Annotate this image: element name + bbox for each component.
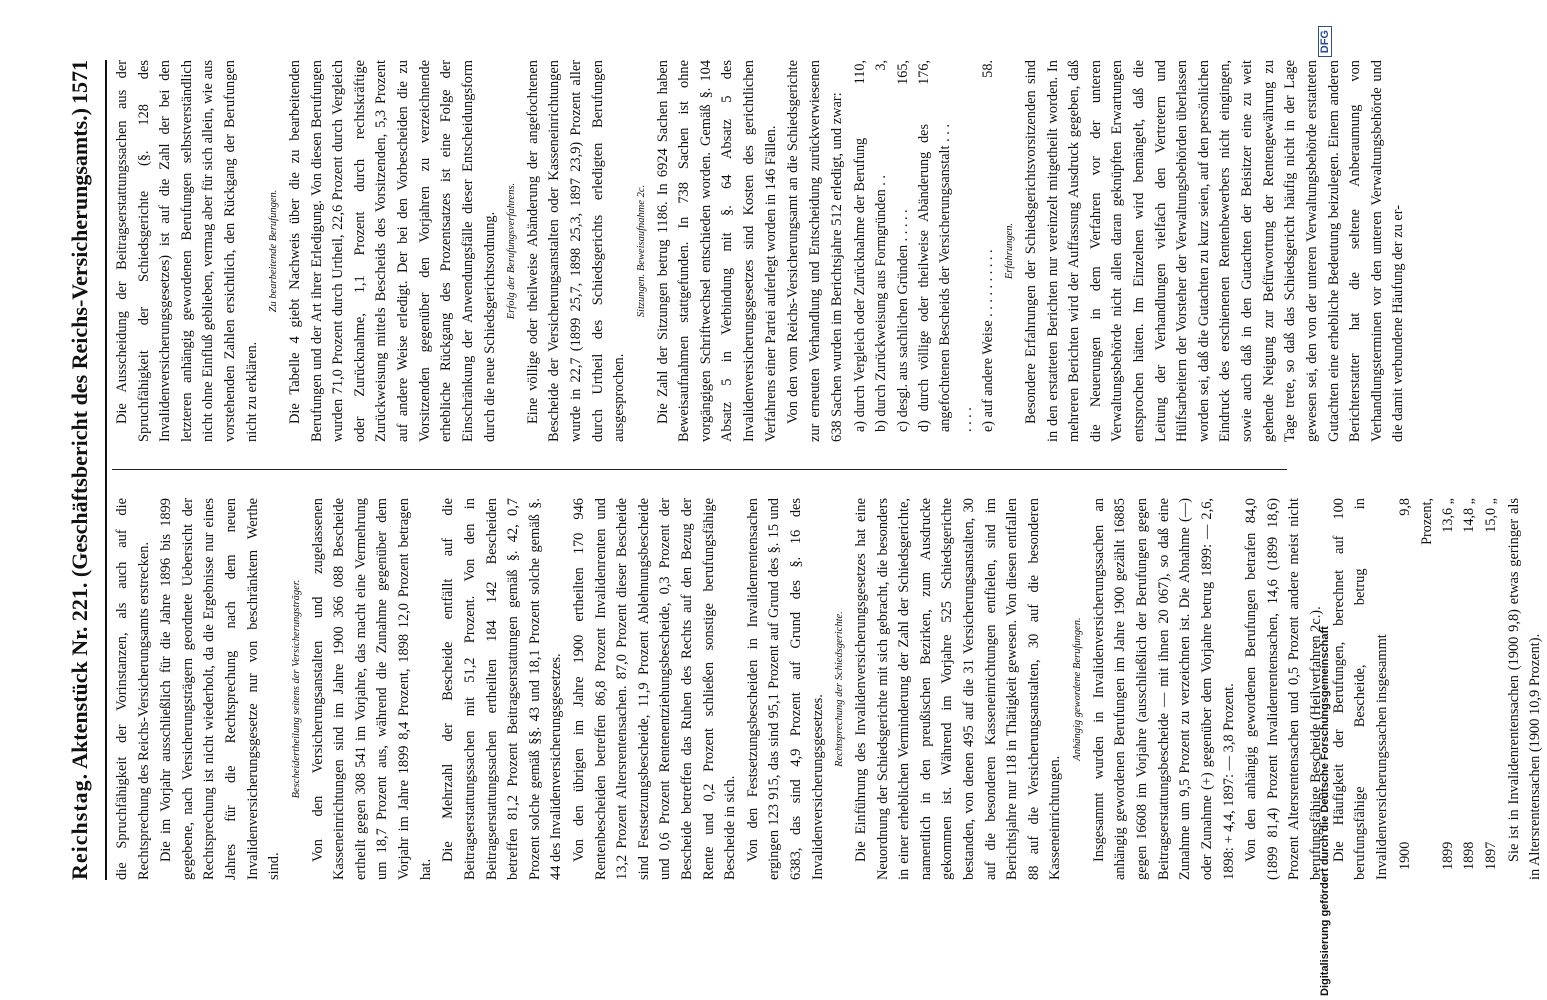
stats-row — [1459, 498, 1480, 870]
paragraph: Die Ausscheidung der Beitragserstattungssachen aus der Spruchfähigkeit der Schiedsgerichte (§. 128 des Invalidenversicherungsgesetzes) ist auf die Zahl der bei den letzteren anhängig gewordenen Berufungen selbstverständlich nicht ohne Einfluß geblieben, vermag aber für sich allein, wie aus vorstehenden Zahlen ersichtlich, den Rückgang der Berufungen nicht zu erklären. — [114, 60, 260, 442]
section-heading: Rechtsprechung der Schiedsgerichte. — [834, 611, 846, 767]
list-item-label: c) desgl. aus sachlichen Gründen . . . . . — [894, 209, 911, 432]
paragraph: Die im Vorjahr ausschließlich für die Jahre 1896 bis 1899 gegebene, nach Versicherungsträgern geordnete Uebersicht der Rechtsprechung ist nicht wiederholt, da die Ergebnisse nur eines Jahres für die Rechtsprechung nach dem neuen Invalidenversicherungsgesetze nur von beschränktem Werthe sind. — [158, 498, 283, 880]
stats-value: 15,0 „ — [1482, 498, 1499, 533]
page-header — [55, 60, 107, 880]
list-item-value: 176, — [916, 60, 933, 85]
digitization-note — [1310, 6, 1340, 996]
paragraph: Insgesammt wurden in Invalidenversicherungssachen an anhängig gewordenen Berufungen im Jahre 1900 gezählt 16885 gegen 16608 im Vorjahre (ausschließlich der Berufungen gegen Beitragserstattungsbescheide — mit ihnen 20 067), so daß eine Zunahme um 9,5 Prozent zu verzeichnen ist. Die Abnahme (—) oder Zunahme (+) gegenüber dem Vorjahre betrug 1899: — 2,6, 1898: + 4,4, 1897: — 3,8 Prozent. — [1090, 498, 1237, 880]
paragraph: Von den übrigen im Jahre 1900 ertheilten 170 946 Rentenbescheiden betreffen 86,8 Prozent Invalidenrenten und 13,2 Prozent Altersrentensachen. 87,0 Prozent dieser Bescheide sind Festsetzungsbescheide, 11,9 Prozent Ablehnungsbescheide und 0,6 Prozent Rentenentziehungsbescheide, 0,3 Prozent der Bescheide betreffen das Ruhen des Rechts auf den Bezug der Rente und 0,2 Prozent schließen sonstige berufungsfähige Bescheide in sich. — [570, 498, 739, 880]
list-item — [914, 60, 978, 432]
header-left: Reichstag. — [67, 772, 92, 880]
list-item — [871, 60, 892, 432]
paragraph: Von den Versicherungsanstalten und zugelassenen Kasseneinrichtungen sind im Jahre 1900 366 088 Bescheide ertheilt gegen 308 541 im Vorjahre, das macht eine Vermehrung um 18,7 Prozent aus, während die Zunahme gegenüber dem Vorjahr im Jahre 1899 8,4 Prozent, 1898 12,0 Prozent betragen hat. — [309, 498, 434, 880]
list-item — [850, 60, 871, 432]
digitization-text: Digitalisierung gefördert durch die Deutsche Forschungsgemeinschaft — [1319, 626, 1331, 996]
stats-value: 9,8 Prozent, — [1397, 498, 1435, 545]
section-heading: Bescheidertheilung seitens der Versicherungsträger. — [290, 579, 302, 799]
stats-year: 1898 — [1461, 841, 1478, 870]
paragraph: Von den Festsetzungsbescheiden in Invalidenrentensachen ergingen 123 915, das sind 95,1 Prozent auf Grund des §. 15 und 6383, das sind 4,9 Prozent auf Grund des §. 16 des Invalidenversicherungsgesetzes. — [744, 498, 826, 880]
list-item-value: 110, — [852, 60, 869, 85]
right-column — [112, 60, 1407, 442]
paragraph: Von den vom Reichs-Versicherungsamt an die Schiedsgerichte zur erneuten Verhandlung und Entscheidung zurückverwiesenen 638 Sachen wurden im Berichtsjahre 512 erledigt, und zwar: — [785, 60, 845, 442]
list-item-value: 58. — [979, 60, 996, 78]
dfg-logo: DFG — [1318, 26, 1332, 57]
stats-row — [1438, 498, 1459, 870]
header-title: Aktenstück Nr. 221. (Geschäftsbericht des Reichs-Versicherungsamts.) — [67, 108, 92, 769]
section-heading: Erfahrungen. — [1004, 222, 1016, 280]
list-item — [978, 60, 999, 432]
stats-row — [1395, 498, 1438, 870]
paragraph: Die Tabelle 4 giebt Nachweis über die zu bearbeitenden Berufungen und der Art ihrer Erledigung. Von diesen Berufungen wurden 71,0 Prozent durch Urtheil, 22,6 Prozent durch Vergleich oder Zurücknahme, 1,1 Prozent durch rechtskräftige Zurückweisung mittels Bescheids des Vorsitzenden, 5,3 Prozent auf andere Weise erledigt. Der bei den Vorbescheiden die zu Vorsitzenden gegenüber den Vorjahren zu verzeichnende erhebliche Rückgang des Prozentsatzes ist eine Folge der Einschränkung der Anwendungsfälle dieser Entscheidungsform durch die neue Schiedsgerichtsordnung. — [287, 60, 498, 442]
paragraph: die Spruchfähigkeit der Vorinstanzen, als auch auf die Rechtsprechung des Reichs-Versicherungsamts erstrecken. — [114, 498, 152, 880]
list-item-label: a) durch Vergleich oder Zurücknahme der Berufung — [852, 137, 869, 432]
stats-year: 1899 — [1439, 841, 1456, 870]
stats-year: 1897 — [1482, 841, 1499, 870]
paragraph: Die Zahl der Sitzungen betrug 1186. In 6924 Sachen haben Beweisaufnahmen stattgefunden. In 738 Sachen ist ohne vorgängigen Schriftwechsel entschieden worden. Gemäß §. 104 Absatz 5 in Verbindung mit §. 64 Absatz 5 des Invalidenversicherungsgesetzes sind Kosten des gerichtlichen Verfahrens einer Partei auferlegt worden in 146 Fällen. — [654, 60, 779, 442]
section-heading: Erfolg der Berufungsverfahrens. — [506, 182, 518, 320]
list-item — [893, 60, 914, 432]
list-item-label: e) auf andere Weise . . . . . . . . . . — [979, 249, 996, 432]
paragraph: Die Einführung des Invalidenversicherungsgesetzes hat eine Neuordnung der Schiedsgerichte mit sich gebracht, die besonders in einer erheblichen Verminderung der Zahl der Schiedsgerichte, namentlich in den preußischen Bezirken, zum Ausdrucke gekommen ist. Während im Vorjahre 525 Schiedsgerichte bestanden, von denen 495 auf die 31 Versicherungsanstalten, 30 auf die besonderen Kasseneinrichtungen entfielen, sind im Berichtsjahre nur 118 in Thätigkeit gewesen. Von diesen entfallen 88 auf die Versicherungsanstalten, 30 auf die besonderen Kasseneinrichtungen. — [853, 498, 1064, 880]
list-item-value: 165, — [894, 60, 911, 85]
paragraph: Besondere Erfahrungen der Schiedsgerichtsvorsitzenden sind in den erstatteten Berichten nur vereinzelt mitgetheilt worden. In mehreren Berichten wird der Auffassung Ausdruck gegeben, daß die Neuerungen in dem Verfahren vor der unteren Verwaltungsbehörde nicht allen daran geknüpften Erwartungen entsprochen hätten. Im Einzelnen wird bemängelt, daß die Leitung der Verhandlungen vielfach den Vertretern und Hülfsarbeitern der Vorsteher der Verwaltungsbehörden überlassen worden sei, daß die Gutachten zu kurz seien, auf den persönlichen Eindruck des erschienenen Rentenbewerbers nicht eingingen, sowie auch daß in den Gutachten der Beisitzer eine zu weit gehende Neigung zur Befürwortung der Rentengewährung zu Tage trete, so daß das Schiedsgericht häufig nicht in der Lage gewesen sei, den von der unteren Verwaltungsbehörde erstatteten Gutachten eine erhebliche Bedeutung beizulegen. Einem anderen Berichterstatter hat die seltene Anberaumung von Verhandlungsterminen vor den unteren Verwaltungsbehörde und die damit verbundene Häufung der zu er- — [1022, 60, 1407, 442]
stats-value: 13,6 „ — [1439, 498, 1456, 533]
stats-row — [1481, 498, 1502, 870]
outcome-list — [850, 60, 999, 432]
stats-year: 1900 — [1397, 841, 1414, 870]
list-item-label: b) durch Zurückweisung aus Formgründen . . — [873, 175, 890, 432]
page-number: 1571 — [67, 60, 92, 104]
column-divider — [112, 469, 1287, 470]
stats-table — [1395, 498, 1501, 870]
section-heading: Anhängig gewordene Berufungen. — [1072, 617, 1084, 761]
paragraph: Die Mehrzahl der Bescheide entfällt auf die Beitragserstattungssachen mit 51,2 Prozent. Von den in Beitragserstattungssachen ertheilten 184 142 Bescheiden betreffen 81,2 Prozent Beitragserstattungen gemäß §. 42, 0,7 Prozent solche gemäß §§. 43 und 18,1 Prozent solche gemäß §. 44 des Invalidenversicherungsgesetzes. — [440, 498, 565, 880]
paragraph: Sie ist in Invalidenrentensachen (1900 9,8) etwas geringer als in Altersrentensachen (1900 10,9 Prozent). — [1505, 498, 1544, 880]
paragraph: Eine völlige oder theilweise Abänderung der angefochtenen Bescheide der Versicherungsanstalten oder Kasseneinrichtungen wurde in 22,7 (1899 25,7, 1898 25,3, 1897 23,9) Prozent aller durch Urtheil des Schiedsgerichts erledigten Berufungen ausgesprochen. — [524, 60, 628, 442]
stats-value: 14,8 „ — [1461, 498, 1478, 533]
list-item-value: 3, — [873, 60, 890, 71]
section-heading: Sitzungen. Beweisaufnahme 2c. — [635, 184, 647, 318]
paragraph: Von den anhängig gewordenen Berufungen betrafen 84,0 (1899 81,4) Prozent Invalidenrentensachen, 14,6 (1899 18,6) Prozent Altersrentensachen und 0,5 Prozent andere meist nicht berufungsfähige Bescheide (Heilverfahren 2c.). — [1243, 498, 1324, 880]
section-heading: Zu bearbeitende Berufungen. — [268, 189, 280, 313]
paragraph: Die Häufigkeit der Berufungen, berechnet auf 100 berufungsfähige Bescheide, betrug in Invalidenversicherungssachen insgesammt — [1330, 498, 1390, 880]
list-item-label: d) durch völlige oder theilweise Abänderung des angefochtenen Bescheids der Versicherungsanstalt . . . . . . . — [916, 124, 975, 432]
